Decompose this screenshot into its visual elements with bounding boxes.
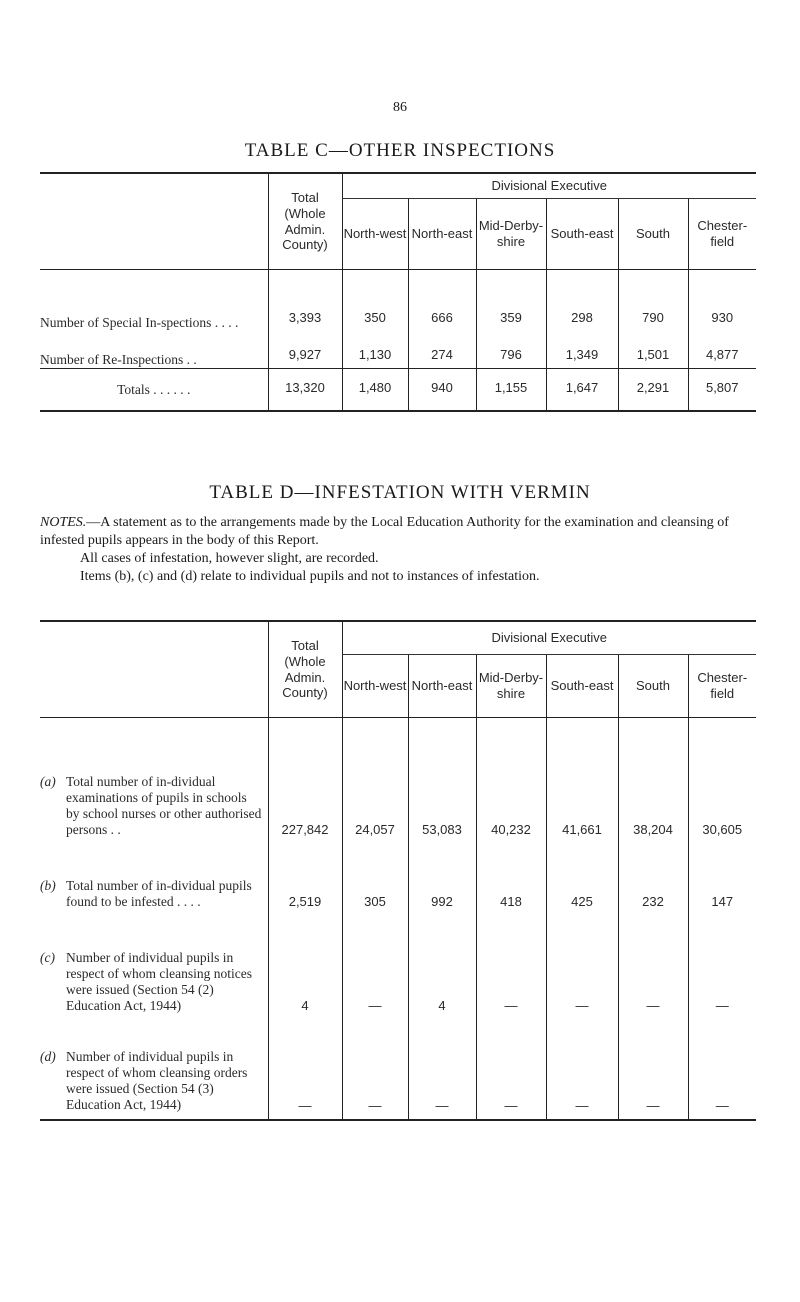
cell: 9,927	[268, 331, 342, 369]
table-d-col-mid-derbyshire: Mid-Derby-shire	[476, 655, 546, 718]
cell: 4,877	[688, 331, 756, 369]
table-c-col-chesterfield: Chester-field	[688, 199, 756, 270]
cell: 930	[688, 270, 756, 332]
cell: —	[476, 910, 546, 1014]
cell: 418	[476, 838, 546, 910]
cell: 1,647	[546, 369, 618, 412]
cell: 796	[476, 331, 546, 369]
cell: 1,501	[618, 331, 688, 369]
row-key: (c)	[40, 949, 55, 965]
table-d-stub-header-blank	[40, 655, 268, 718]
row-label	[40, 910, 268, 1014]
cell: 2,291	[618, 369, 688, 412]
row-text: Number of individual pupils in respect of whom cleansing notices were issued (Section 54 (2) Education Act, 1944)	[66, 949, 252, 1013]
table-d-col-north-east: North-east	[408, 655, 476, 718]
cell: 790	[618, 270, 688, 332]
table-d-col-south: South	[618, 655, 688, 718]
row-key: (d)	[40, 1048, 56, 1064]
cell: —	[618, 910, 688, 1014]
row-key: (a)	[40, 773, 56, 789]
row-text: Total number of in-dividual examinations of pupils in schools by school nurses or other authorised persons . .	[66, 773, 262, 837]
table-c-col-south: South	[618, 199, 688, 270]
table-d-stub-header	[40, 621, 268, 655]
cell: 147	[688, 838, 756, 910]
notes-line-3: Items (b), (c) and (d) relate to individual pupils and not to instances of infestation.	[80, 569, 540, 584]
cell: —	[476, 1014, 546, 1120]
table-c	[40, 172, 756, 412]
cell: 13,320	[268, 369, 342, 412]
table-row	[40, 1014, 756, 1120]
cell: —	[546, 1014, 618, 1120]
table-c-divisional-header: Divisional Executive	[342, 173, 756, 199]
notes-line-2: All cases of infestation, however slight, are recorded.	[80, 551, 379, 566]
cell: 425	[546, 838, 618, 910]
table-row	[40, 838, 756, 910]
cell: —	[268, 1014, 342, 1120]
row-label: Number of Special In-spections . . . .	[40, 315, 239, 330]
cell: —	[342, 910, 408, 1014]
row-text: Number of individual pupils in respect of whom cleansing orders were issued (Section 54 (3) Education Act, 1944)	[66, 1048, 248, 1112]
cell: —	[688, 1014, 756, 1120]
cell: 4	[408, 910, 476, 1014]
cell: 1,130	[342, 331, 408, 369]
row-label	[40, 838, 268, 910]
table-row	[40, 331, 756, 369]
table-c-col-mid-derbyshire: Mid-Derby-shire	[476, 199, 546, 270]
cell: —	[688, 910, 756, 1014]
row-label: Number of Re-Inspections . .	[40, 352, 197, 367]
cell: 30,605	[688, 718, 756, 838]
totals-row	[40, 369, 756, 412]
row-label	[40, 718, 268, 838]
cell: 350	[342, 270, 408, 332]
table-c-stub-header-blank	[40, 199, 268, 270]
cell: 1,155	[476, 369, 546, 412]
cell: 227,842	[268, 718, 342, 838]
cell: 298	[546, 270, 618, 332]
cell: 4	[268, 910, 342, 1014]
notes-lead: NOTES.	[40, 515, 87, 530]
cell: 38,204	[618, 718, 688, 838]
row-label	[40, 1014, 268, 1120]
cell: —	[546, 910, 618, 1014]
cell: 992	[408, 838, 476, 910]
cell: 232	[618, 838, 688, 910]
table-row	[40, 718, 756, 838]
cell: 1,349	[546, 331, 618, 369]
cell: —	[342, 1014, 408, 1120]
cell: 41,661	[546, 718, 618, 838]
cell: 305	[342, 838, 408, 910]
cell: 940	[408, 369, 476, 412]
cell: —	[408, 1014, 476, 1120]
row-key: (b)	[40, 877, 56, 893]
page-number: 86	[393, 100, 407, 115]
cell: 53,083	[408, 718, 476, 838]
totals-label: Totals . . . . . .	[40, 369, 268, 412]
cell: 1,480	[342, 369, 408, 412]
table-d-total-header: Total (Whole Admin. County)	[268, 621, 342, 718]
table-d	[40, 620, 756, 1121]
cell: 666	[408, 270, 476, 332]
cell: 40,232	[476, 718, 546, 838]
table-d-notes	[40, 514, 760, 586]
table-row	[40, 270, 756, 332]
cell: 274	[408, 331, 476, 369]
table-c-col-south-east: South-east	[546, 199, 618, 270]
table-d-title: TABLE D—INFESTATION WITH VERMIN	[209, 482, 591, 503]
table-row	[40, 910, 756, 1014]
table-c-stub-header	[40, 173, 268, 199]
cell: 359	[476, 270, 546, 332]
cell: 24,057	[342, 718, 408, 838]
table-c-total-header: Total (Whole Admin. County)	[268, 173, 342, 270]
table-d-col-chesterfield: Chester-field	[688, 655, 756, 718]
table-c-col-north-west: North-west	[342, 199, 408, 270]
row-text: Total number of in-dividual pupils found to be infested . . . .	[66, 877, 252, 909]
cell: 3,393	[268, 270, 342, 332]
table-c-col-north-east: North-east	[408, 199, 476, 270]
table-d-col-south-east: South-east	[546, 655, 618, 718]
table-d-divisional-header: Divisional Executive	[342, 621, 756, 655]
table-c-title: TABLE C—OTHER INSPECTIONS	[244, 140, 556, 161]
cell: 5,807	[688, 369, 756, 412]
cell: 2,519	[268, 838, 342, 910]
cell: —	[618, 1014, 688, 1120]
notes-text: —A statement as to the arrangements made by the Local Education Authority for the examination and cleansing of infested pupils appears in the body of this Report.	[40, 515, 729, 548]
table-d-col-north-west: North-west	[342, 655, 408, 718]
